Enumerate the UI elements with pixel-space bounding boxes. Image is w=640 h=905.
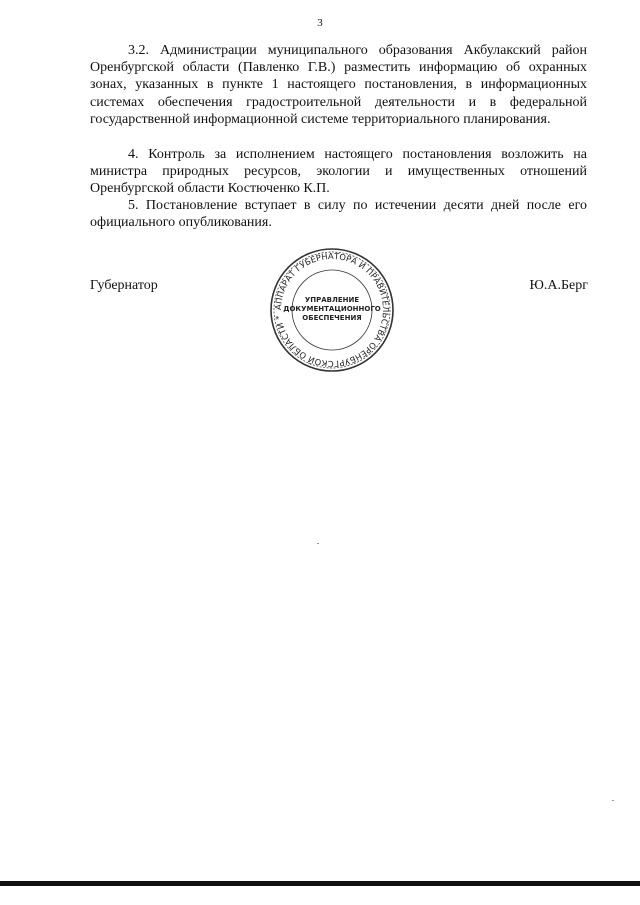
seal-center-line-2: ДОКУМЕНТАЦИОННОГО — [283, 305, 381, 313]
signer-title: Губернатор — [90, 278, 158, 293]
paragraph-4: 4. Контроль за исполнением настоящего постановления возложить на министра природных ресурсов, экологии и имущественных отношений Оренбургской области Костюченко К.П. — [90, 147, 587, 197]
scan-speck — [612, 800, 614, 801]
seal-center-line-1: УПРАВЛЕНИЕ — [304, 296, 360, 304]
seal-ring-textpath: АППАРАТ ГУБЕРНАТОРА И ПРАВИТЕЛЬСТВА ОРЕНБУРГСКОЙ ОБЛАСТИ * — [272, 250, 392, 370]
scan-speck — [317, 543, 319, 544]
paragraph-3-2: 3.2. Администрации муниципального образования Акбулакский район Оренбургской области (Павленко Г.В.) разместить информацию об охранных зонах, указанных в пункте 1 настоящего постановления, в информационных системах обеспечения градостроительной деятельности и в федеральной государственной информационной системе территориального планирования. — [90, 43, 587, 127]
page-number: 3 — [317, 17, 323, 29]
bottom-scan-edge — [0, 881, 640, 886]
seal-center-line-3: ОБЕСПЕЧЕНИЯ — [302, 314, 362, 322]
signer-name: Ю.А.Берг — [529, 278, 588, 293]
official-seal — [267, 245, 397, 375]
seal-graphic — [267, 245, 397, 375]
paragraph-5: 5. Постановление вступает в силу по истечении десяти дней после его официального опубликования. — [90, 198, 587, 231]
